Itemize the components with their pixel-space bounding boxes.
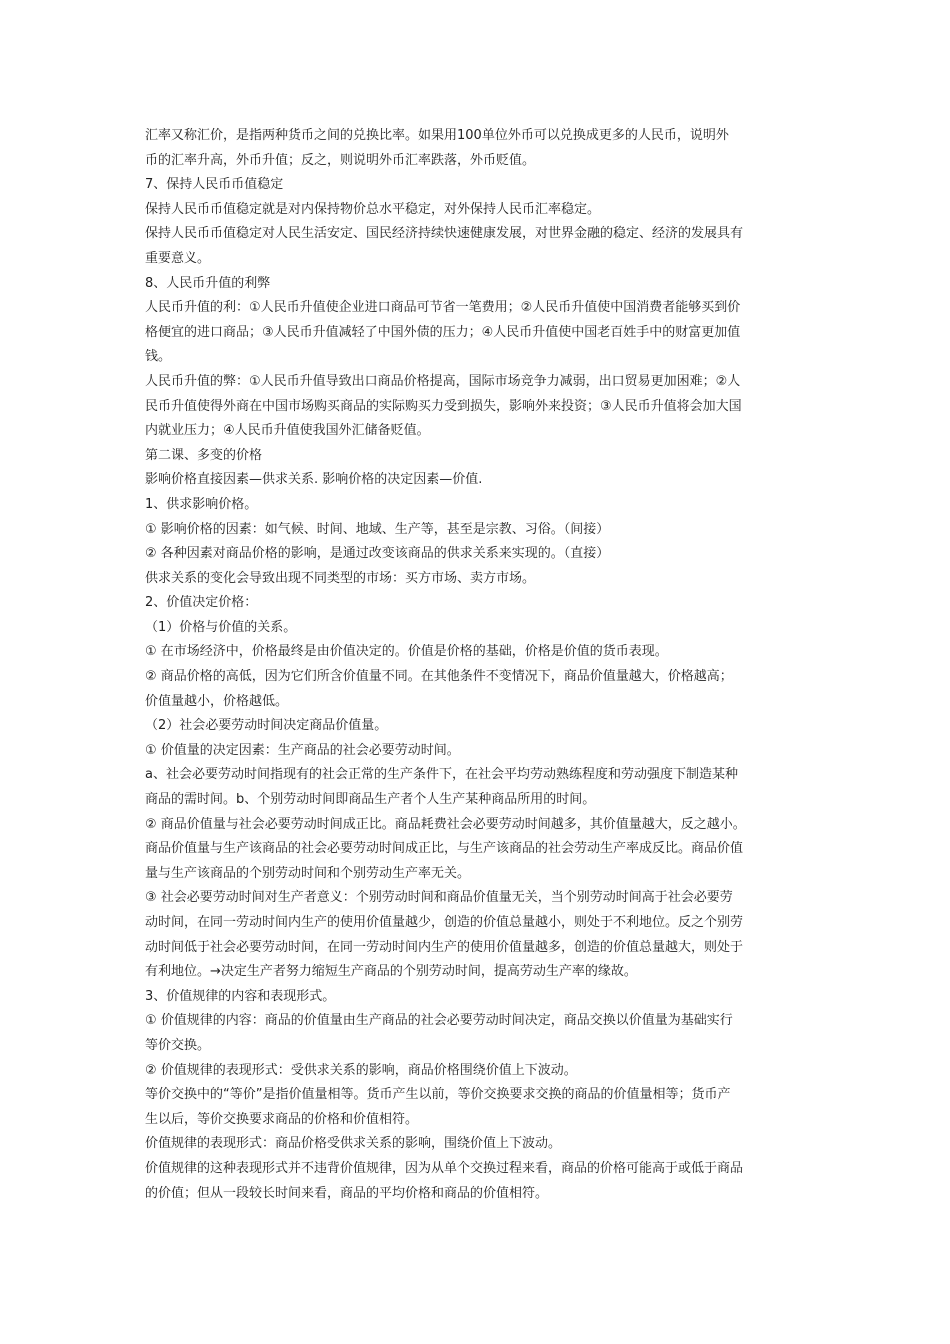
text-line: 人民币升值的利：①人民币升值使企业进口商品可节省一笔费用；②人民币升值使中国消费者能够买到价 [145,300,741,316]
text-line: 1、供求影响价格。 [145,496,258,512]
text-line: 等价交换中的“等价”是指价值量相等。货币产生以前，等价交换要求交换的商品的价值量相等；货币产 [145,1087,731,1103]
text-line: ② 价值规律的表现形式：受供求关系的影响，商品价格围绕价值上下波动。 [145,1062,577,1078]
text-line: a、社会必要劳动时间指现有的社会正常的生产条件下，在社会平均劳动熟练程度和劳动强度下制造某种 [145,767,738,783]
text-line: 保持人民币币值稳定就是对内保持物价总水平稳定，对外保持人民币汇率稳定。 [145,201,601,217]
text-line: 重要意义。 [145,250,211,266]
text-line: 等价交换。 [145,1037,211,1053]
text-line: ② 各种因素对商品价格的影响，是通过改变该商品的供求关系来实现的。（直接） [145,546,610,562]
text-line: 影响价格直接因素—供求关系. 影响价格的决定因素—价值. [145,472,483,488]
text-line: ② 商品价格的高低，因为它们所含价值量不同。在其他条件不变情况下，商品价值量越大，价格越高； [145,669,733,685]
text-line: （1）价格与价值的关系。 [145,619,297,635]
text-line: 供求关系的变化会导致出现不同类型的市场：买方市场、卖方市场。 [145,570,536,586]
text-line: ③ 社会必要劳动时间对生产者意义：个别劳动时间和商品价值量无关，当个别劳动时间高于社会必要劳 [145,890,733,906]
text-line: ① 价值量的决定因素：生产商品的社会必要劳动时间。 [145,742,460,758]
text-line: 2、价值决定价格： [145,595,258,611]
text-line: 有利地位。→决定生产者努力缩短生产商品的个别劳动时间，提高劳动生产率的缘故。 [145,964,637,980]
text-line: 7、保持人民币币值稳定 [145,177,284,193]
document-body [145,124,810,1206]
text-line: 价值规律的表现形式：商品价格受供求关系的影响，围绕价值上下波动。 [145,1136,562,1152]
text-line: 格便宜的进口商品；③人民币升值减轻了中国外债的压力；④人民币升值使中国老百姓手中的财富更加值 [145,324,741,340]
text-line: 保持人民币币值稳定对人民生活安定、国民经济持续快速健康发展，对世界金融的稳定、经济的发展具有 [145,226,744,242]
text-line: ① 价值规律的内容：商品的价值量由生产商品的社会必要劳动时间决定，商品交换以价值量为基础实行 [145,1013,733,1029]
text-line: 民币升值使得外商在中国市场购买商品的实际购买力受到损失，影响外来投资；③人民币升值将会加大国 [145,398,742,414]
text-line: 商品的需时间。b、个别劳动时间即商品生产者个人生产某种商品所用的时间。 [145,792,596,808]
text-line: （2）社会必要劳动时间决定商品价值量。 [145,718,388,734]
text-line: ② 商品价值量与社会必要劳动时间成正比。商品耗费社会必要劳动时间越多，其价值量越大，反之越小。 [145,816,746,832]
text-line: 动时间低于社会必要劳动时间，在同一劳动时间内生产的使用价值量越多，创造的价值总量越大，则处于 [145,939,744,955]
text-line: 量与生产该商品的个别劳动时间和个别劳动生产率无关。 [145,865,471,881]
text-line: 钱。 [145,349,172,365]
text-line: ① 在市场经济中，价格最终是由价值决定的。价值是价格的基础，价格是价值的货币表现。 [145,644,668,660]
text-line: 3、价值规律的内容和表现形式。 [145,988,336,1004]
text-line: 商品价值量与生产该商品的社会必要劳动时间成正比，与生产该商品的社会劳动生产率成反比。商品价值 [145,841,744,857]
text-line: 价值量越小，价格越低。 [145,693,289,709]
text-line: 8、人民币升值的利弊 [145,275,271,291]
text-line: 人民币升值的弊：①人民币升值导致出口商品价格提高，国际市场竞争力减弱，出口贸易更加困难；②人 [145,373,741,389]
text-line: 动时间，在同一劳动时间内生产的使用价值量越少，创造的价值总量越小，则处于不利地位。反之个别劳 [145,915,744,930]
text-line: 价值规律的这种表现形式并不违背价值规律，因为从单个交换过程来看，商品的价格可能高于或低于商品 [145,1160,744,1176]
text-line: 的价值；但从一段较长时间来看，商品的平均价格和商品的价值相符。 [145,1185,549,1201]
text-line: 第二课、多变的价格 [145,447,263,463]
text-line: 内就业压力；④人民币升值使我国外汇储备贬值。 [145,423,430,439]
text-line: 生以后，等价交换要求商品的价格和价值相符。 [145,1111,419,1127]
text-line: 币的汇率升高，外币升值；反之，则说明外币汇率跌落，外币贬值。 [145,152,536,168]
text-line: 汇率又称汇价，是指两种货币之间的兑换比率。如果用100单位外币可以兑换成更多的人民币，说明外 [145,128,729,143]
text-line: ① 影响价格的因素：如气候、时间、地域、生产等，甚至是宗教、习俗。（间接） [145,521,610,537]
